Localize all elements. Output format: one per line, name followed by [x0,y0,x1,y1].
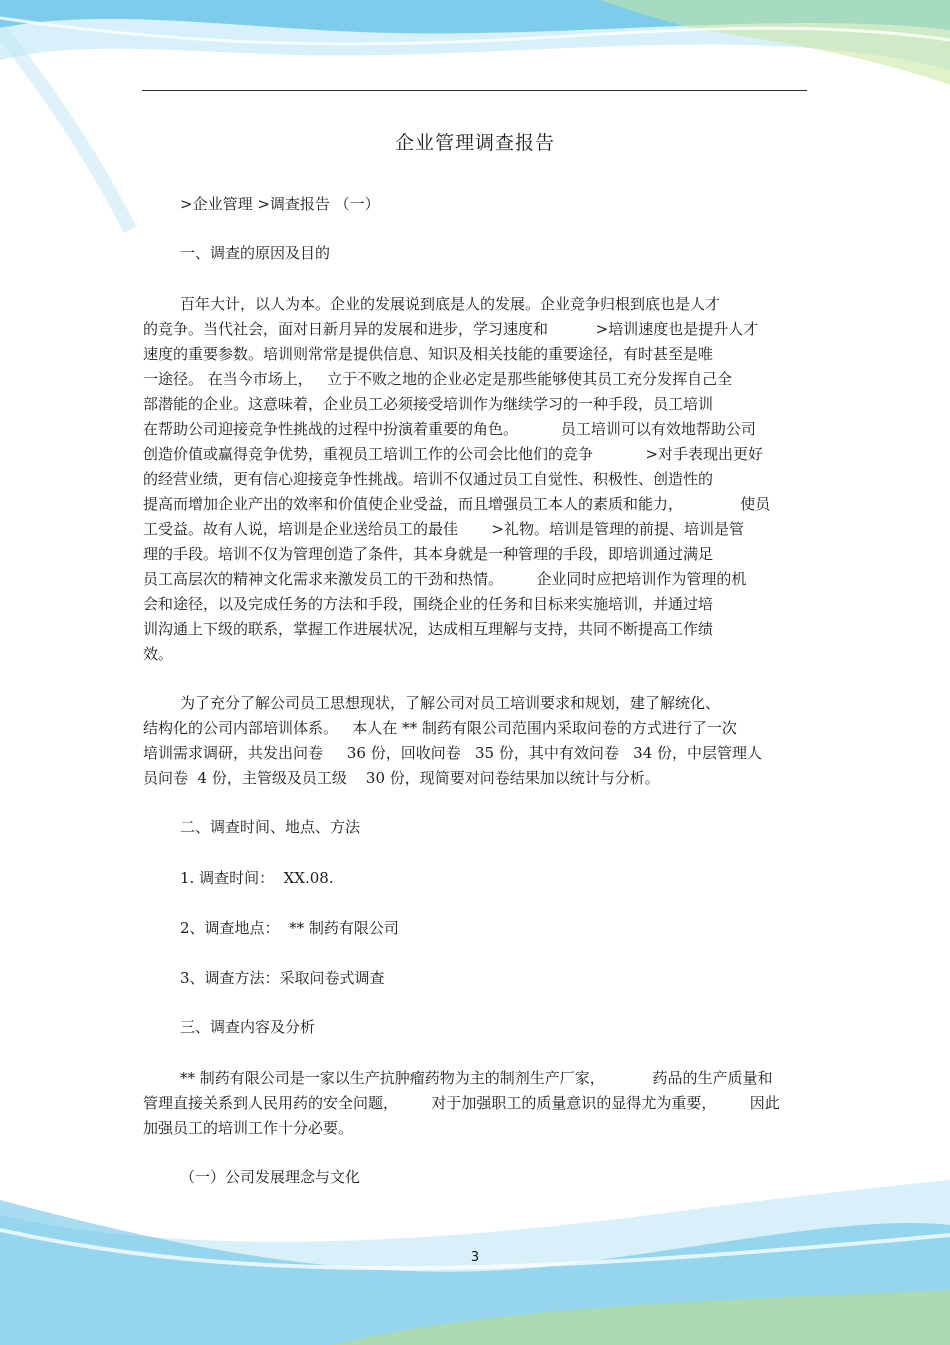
paragraph-line: 员工高层次的精神文化需求来激发员工的干劲和热情。 企业同时应把培训作为管理的机 [143,570,747,588]
breadcrumb: >企业管理 >调查报告 （一） [180,195,380,213]
paragraph-line: 的竞争。当代社会，面对日新月异的发展和进步，学习速度和 >培训速度也是提升人才 [143,320,759,338]
paragraph-line: 结构化的公司内部培训体系。 本人在 ** 制药有限公司范围内采取问卷的方式进行了一次 [143,719,737,737]
subsection-heading-1: （一）公司发展理念与文化 [180,1168,361,1186]
paragraph-line: 创造价值或赢得竞争优势，重视员工培训工作的公司会比他们的竞争 >对手表现出更好 [143,445,764,463]
page-number: 3 [470,1250,480,1265]
survey-time: 1. 调查时间： XX.08. [180,869,334,887]
paragraph-line: 提高而增加企业产出的效率和价值使企业受益，而且增强员工本人的素质和能力， 使员 [143,495,771,513]
paragraph-line: 为了充分了解公司员工思想现状，了解公司对员工培训要求和规划，建了解统化、 [180,694,721,712]
paragraph-line: 管理直接关系到人民用药的安全问题， 对于加强职工的质量意识的显得尤为重要， 因此 [143,1094,780,1112]
paragraph-line: 工受益。故有人说，培训是企业送给员工的最佳 >礼物。培训是管理的前提、培训是管 [143,520,744,538]
section-heading-3: 三、调查内容及分析 [180,1018,316,1036]
paragraph-line: 在帮助公司迎接竞争性挑战的过程中扮演着重要的角色。 员工培训可以有效地帮助公司 [143,420,756,438]
paragraph-line: 的经营业绩，更有信心迎接竞争性挑战。培训不仅通过员工自觉性、积极性、创造性的 [143,470,714,488]
paragraph-line: ** 制药有限公司是一家以生产抗肿瘤药物为主的制剂生产厂家， 药品的生产质量和 [180,1069,773,1087]
section-heading-2: 二、调查时间、地点、方法 [180,818,361,836]
header-rule [142,90,807,91]
paragraph-line: 部潜能的企业。这意味着，企业员工必须接受培训作为继续学习的一种手段，员工培训 [143,395,714,413]
paragraph-line: 理的手段。培训不仅为管理创造了条件，其本身就是一种管理的手段，即培训通过满足 [143,545,714,563]
paragraph-line: 训沟通上下级的联系，掌握工作进展状况，达成相互理解与支持，共同不断提高工作绩 [143,620,714,638]
paragraph-line: 会和途径，以及完成任务的方法和手段，围绕企业的任务和目标来实施培训，并通过培 [143,595,714,613]
section-heading-1: 一、调查的原因及目的 [180,244,331,262]
paragraph-line: 速度的重要参数。培训则常常是提供信息、知识及相关技能的重要途径，有时甚至是唯 [143,345,714,363]
paragraph-line: 效。 [143,645,174,663]
paragraph-line: 员问卷 4 份，主管级及员工级 30 份，现简要对问卷结果加以统计与分析。 [143,769,660,787]
document-title: 企业管理调查报告 [394,132,555,154]
survey-method: 3、调查方法：采取问卷式调查 [180,969,385,987]
survey-location: 2、调查地点： ** 制药有限公司 [180,919,399,937]
paragraph-line: 百年大计，以人为本。企业的发展说到底是人的发展。企业竞争归根到底也是人才 [180,295,721,313]
paragraph-line: 一途径。 在当今市场上， 立于不败之地的企业必定是那些能够使其员工充分发挥自己全 [143,370,733,388]
paragraph-line: 培训需求调研，共发出问卷 36 份，回收问卷 35 份，其中有效问卷 34 份，中层管理人 [143,744,763,762]
paragraph-line: 加强员工的培训工作十分必要。 [143,1119,354,1137]
